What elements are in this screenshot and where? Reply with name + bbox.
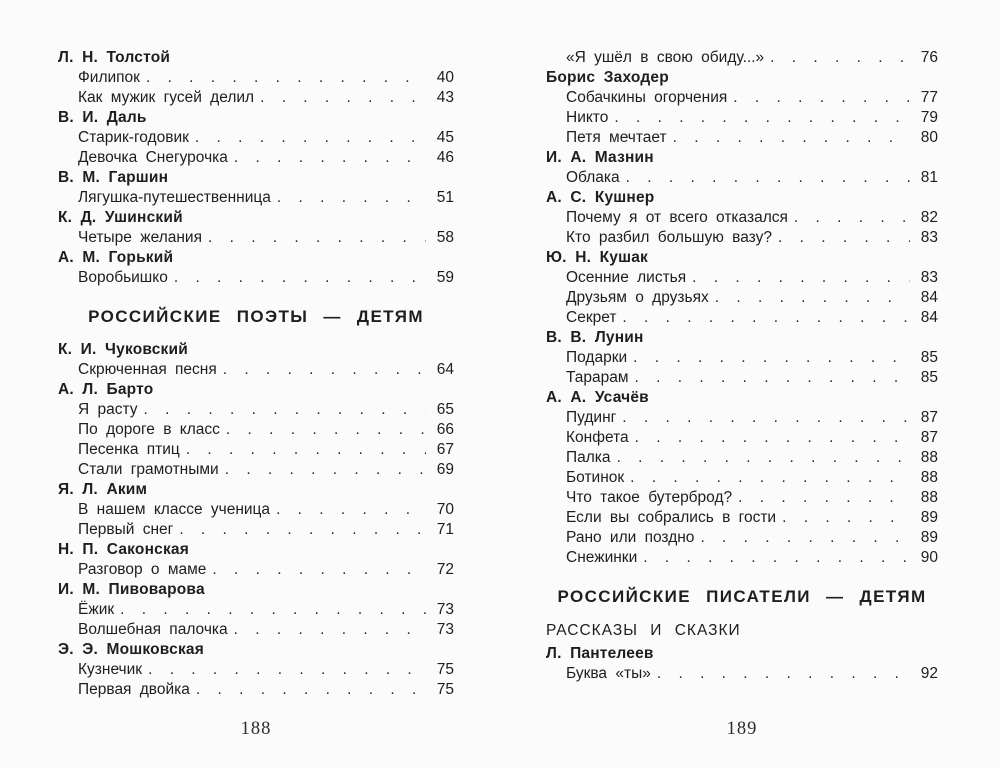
toc-entry-title: Если вы собрались в гости [566,509,777,526]
toc-entry [546,88,938,108]
toc-entry [58,460,454,480]
toc-entry-title: Палка [566,449,611,466]
toc-entry-page: 75 [436,661,454,678]
toc-entry-title: Друзьям о друзьях [566,289,709,306]
dot-leader [223,360,426,380]
dot-leader [700,528,910,548]
toc-entry-title: Песенка птиц [78,441,180,458]
toc-entry-page: 70 [436,501,454,518]
dot-leader [196,680,426,700]
dot-leader [622,408,910,428]
toc-entry-title: Разговор о маме [78,561,207,578]
dot-leader [186,440,426,460]
toc-author: А. С. Кушнер [546,189,655,206]
toc-entry-title: Никто [566,109,609,126]
toc-entry-title: Кто разбил большую вазу? [566,229,772,246]
toc-entry-page: 79 [920,109,938,126]
toc-entry [546,288,938,308]
toc-entry [58,500,454,520]
toc-author: Э. Э. Мошковская [58,641,204,658]
toc-entry [546,548,938,568]
toc-entry-title: Пудинг [566,409,617,426]
toc-entry-page: 89 [920,529,938,546]
toc-author: К. И. Чуковский [58,341,188,358]
dot-leader [146,68,426,88]
toc-author: А. М. Горький [58,249,174,266]
toc-entry-title: Волшебная палочка [78,621,228,638]
dot-leader [617,448,910,468]
toc-entry-page: 46 [436,149,454,166]
toc-entry-page: 72 [436,561,454,578]
toc-entry [546,664,938,684]
toc-entry-page: 75 [436,681,454,698]
toc-entry-title: Осенние листья [566,269,687,286]
toc-entry [546,48,938,68]
page-number-right: 189 [726,719,758,739]
toc-author: Я. Л. Аким [58,481,148,498]
toc-entry [58,88,454,108]
toc-entry-page: 51 [436,189,454,206]
toc-entry-page: 77 [920,89,938,106]
dot-leader [277,188,426,208]
toc-entry [546,448,938,468]
toc-entry-title: Тарарам [566,369,629,386]
dot-leader [770,48,910,68]
toc-entry-page: 65 [436,401,454,418]
toc-author: А. Л. Барто [58,381,154,398]
toc-author: В. М. Гаршин [58,169,169,186]
toc-entry-title: Почему я от всего отказался [566,209,788,226]
toc-entry [58,360,454,380]
toc-author: И. А. Мазнин [546,149,654,166]
page-number-left: 188 [240,719,272,739]
toc-author: А. А. Усачёв [546,389,649,406]
dot-leader [174,268,426,288]
toc-entry [546,228,938,248]
toc-author: В. В. Лунин [546,329,644,346]
dot-leader [179,520,426,540]
toc-author: Л. Н. Толстой [58,49,171,66]
toc-entry-page: 76 [920,49,938,66]
dot-leader [778,228,910,248]
toc-entry [58,400,454,420]
dot-leader [225,460,426,480]
toc-entry-title: Девочка Снегурочка [78,149,228,166]
toc-entry-title: Рано или поздно [566,529,695,546]
toc-entry-title: «Я ушёл в свою обиду...» [566,49,765,66]
dot-leader [794,208,910,228]
toc-entry-title: Я расту [78,401,138,418]
toc-entry-page: 81 [920,169,938,186]
toc-entry [58,68,454,88]
toc-entry [58,620,454,640]
dot-leader [622,308,910,328]
toc-entry-page: 88 [920,449,938,466]
toc-author: Борис Заходер [546,69,669,86]
toc-entry-page: 73 [436,601,454,618]
toc-entry-page: 80 [920,129,938,146]
dot-leader [733,88,910,108]
toc-entry [58,680,454,700]
dot-leader [234,148,426,168]
dot-leader [673,128,910,148]
toc-entry-title: Буква «ты» [566,665,651,682]
toc-entry-title: Филипок [78,69,140,86]
toc-entry-page: 45 [436,129,454,146]
dot-leader [630,468,910,488]
toc-entry-page: 84 [920,289,938,306]
toc-entry-title: Петя мечтает [566,129,667,146]
toc-entry-page: 85 [920,369,938,386]
toc-column-left [58,48,454,768]
toc-entry [546,508,938,528]
toc-author: В. И. Даль [58,109,147,126]
toc-entry-title: Первая двойка [78,681,190,698]
dot-leader [626,168,910,188]
dot-leader [692,268,910,288]
toc-columns [58,48,1000,768]
toc-entry [546,168,938,188]
toc-author: Л. Пантелеев [546,645,654,662]
toc-author: И. М. Пивоварова [58,581,205,598]
toc-entry-page: 43 [436,89,454,106]
toc-entry-page: 59 [436,269,454,286]
dot-leader [195,128,426,148]
dot-leader [120,600,426,620]
toc-entry [546,128,938,148]
dot-leader [276,500,426,520]
toc-entry [58,128,454,148]
dot-leader [144,400,426,420]
toc-blocks-right [546,48,938,684]
toc-entry-title: Четыре желания [78,229,202,246]
toc-entry-title: Конфета [566,429,629,446]
toc-entry-page: 87 [920,429,938,446]
toc-entry-page: 82 [920,209,938,226]
toc-author: Ю. Н. Кушак [546,249,648,266]
toc-entry-title: Первый снег [78,521,174,538]
toc-entry [58,600,454,620]
toc-entry-title: Старик-годовик [78,129,189,146]
dot-leader [212,560,426,580]
toc-entry-title: Как мужик гусей делил [78,89,255,106]
toc-entry [58,440,454,460]
toc-entry-page: 64 [436,361,454,378]
toc-entry [546,368,938,388]
toc-entry [546,488,938,508]
toc-entry-page: 84 [920,309,938,326]
toc-entry-title: По дороге в класс [78,421,220,438]
toc-entry-page: 67 [436,441,454,458]
toc-entry-page: 83 [920,269,938,286]
toc-blocks-left [58,48,454,700]
toc-entry-page: 90 [920,549,938,566]
dot-leader [635,368,910,388]
dot-leader [234,620,426,640]
dot-leader [260,88,426,108]
toc-entry-page: 40 [436,69,454,86]
toc-entry-title: Ёжик [78,601,115,618]
toc-entry [546,308,938,328]
toc-entry [58,660,454,680]
toc-entry [546,208,938,228]
toc-entry-title: Что такое бутерброд? [566,489,733,506]
dot-leader [614,108,910,128]
toc-entry [58,268,454,288]
toc-author: К. Д. Ушинский [58,209,183,226]
toc-section-heading: РОССИЙСКИЕ ПИСАТЕЛИ — ДЕТЯМ [557,587,927,606]
toc-entry [546,528,938,548]
toc-entry-title: В нашем классе ученица [78,501,271,518]
dot-leader [633,348,910,368]
dot-leader [208,228,426,248]
toc-entry [58,228,454,248]
dot-leader [782,508,910,528]
toc-entry-page: 83 [920,229,938,246]
toc-entry-title: Секрет [566,309,617,326]
toc-entry-title: Собачкины огорчения [566,89,728,106]
toc-entry-page: 87 [920,409,938,426]
toc-entry-page: 66 [436,421,454,438]
toc-entry-title: Лягушка-путешественница [78,189,271,206]
dot-leader [148,660,426,680]
toc-entry-title: Скрюченная песня [78,361,217,378]
toc-entry-page: 85 [920,349,938,366]
toc-entry-page: 73 [436,621,454,638]
dot-leader [643,548,910,568]
toc-entry [58,520,454,540]
toc-entry-page: 89 [920,509,938,526]
toc-entry-title: Воробьишко [78,269,168,286]
toc-entry [546,408,938,428]
toc-entry-title: Стали грамотными [78,461,219,478]
dot-leader [657,664,910,684]
toc-column-right [546,48,938,768]
toc-entry-title: Подарки [566,349,628,366]
dot-leader [635,428,910,448]
toc-entry [546,348,938,368]
toc-subsection-heading: РАССКАЗЫ И СКАЗКИ [546,622,741,639]
dot-leader [226,420,426,440]
toc-entry-page: 88 [920,489,938,506]
toc-entry [546,468,938,488]
toc-entry-page: 71 [436,521,454,538]
toc-entry-page: 69 [436,461,454,478]
toc-entry-page: 92 [920,665,938,682]
toc-entry [58,148,454,168]
toc-entry [546,108,938,128]
toc-entry-title: Снежинки [566,549,638,566]
toc-entry [58,188,454,208]
toc-entry [546,268,938,288]
toc-entry [546,428,938,448]
toc-entry-page: 58 [436,229,454,246]
toc-entry-title: Облака [566,169,620,186]
toc-author: Н. П. Саконская [58,541,189,558]
dot-leader [715,288,910,308]
toc-entry [58,420,454,440]
toc-section-heading: РОССИЙСКИЕ ПОЭТЫ — ДЕТЯМ [88,307,424,326]
toc-entry-title: Ботинок [566,469,625,486]
dot-leader [738,488,910,508]
toc-entry-title: Кузнечик [78,661,143,678]
toc-entry-page: 88 [920,469,938,486]
toc-entry [58,560,454,580]
